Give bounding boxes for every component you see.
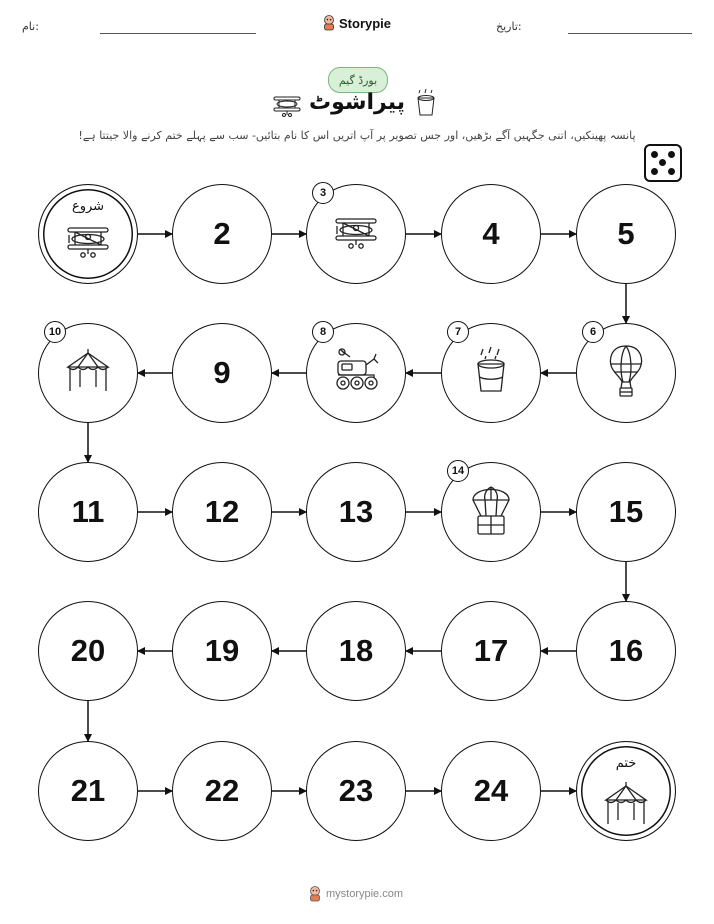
canopy-tent-icon bbox=[64, 347, 112, 399]
space-number: 12 bbox=[204, 494, 240, 529]
space-number-badge: 7 bbox=[447, 321, 469, 343]
board-space-12 bbox=[172, 462, 272, 562]
board-space-17 bbox=[441, 601, 541, 701]
brand-name: Storypie bbox=[339, 15, 392, 31]
board-space-2 bbox=[172, 184, 272, 284]
space-number: 13 bbox=[338, 494, 374, 529]
space-number: 11 bbox=[71, 494, 105, 529]
canopy-tent-icon bbox=[602, 780, 650, 832]
space-number: 23 bbox=[338, 773, 374, 808]
start-space bbox=[38, 184, 138, 284]
board-space-19 bbox=[172, 601, 272, 701]
parachute-crate-icon bbox=[469, 482, 513, 542]
board-space-22 bbox=[172, 741, 272, 841]
footer-url[interactable]: mystorypie.com bbox=[326, 888, 404, 900]
space-number-badge: 3 bbox=[312, 182, 334, 204]
biplane-icon bbox=[65, 223, 111, 263]
footer bbox=[308, 886, 403, 902]
finish-label: ختم bbox=[615, 756, 637, 771]
space-number: 15 bbox=[608, 494, 644, 529]
space-number: 4 bbox=[482, 216, 500, 251]
storypie-mascot-icon bbox=[308, 886, 322, 902]
space-number-badge: 14 bbox=[447, 460, 469, 482]
hot-air-balloon-icon bbox=[606, 344, 646, 402]
board-space-18 bbox=[306, 601, 406, 701]
start-label: شروع bbox=[71, 199, 105, 214]
board-space-21 bbox=[38, 741, 138, 841]
instructions-text: پانسہ پھینکیں، اتنی جگہیں آگے بڑھیں، اور جس تصویر پر آپ اتریں اس کا نام بتائیں- سب سے پہلے ختم کرنے والا جیتتا ہے! bbox=[78, 129, 636, 142]
board-space-9 bbox=[172, 323, 272, 423]
board-game-badge: بورڈ گیم bbox=[328, 67, 388, 93]
space-number: 5 bbox=[617, 216, 635, 251]
space-number: 18 bbox=[338, 633, 374, 668]
finish-space bbox=[576, 741, 676, 841]
space-number: 2 bbox=[213, 216, 231, 251]
board-space-24 bbox=[441, 741, 541, 841]
board-space-23 bbox=[306, 741, 406, 841]
board-space-15 bbox=[576, 462, 676, 562]
space-number: 19 bbox=[204, 633, 240, 668]
board-space-4 bbox=[441, 184, 541, 284]
board-space-11 bbox=[38, 462, 138, 562]
board-space-16 bbox=[576, 601, 676, 701]
board-space-13 bbox=[306, 462, 406, 562]
space-number-badge: 6 bbox=[582, 321, 604, 343]
date-label: تاریخ: bbox=[496, 20, 522, 33]
board-space-20 bbox=[38, 601, 138, 701]
rain-bucket-icon bbox=[472, 346, 510, 400]
space-number: 17 bbox=[473, 633, 509, 668]
space-number: 22 bbox=[204, 773, 240, 808]
rover-icon bbox=[330, 347, 382, 399]
space-number: 16 bbox=[608, 633, 644, 668]
space-number: 20 bbox=[70, 633, 106, 668]
space-number: 24 bbox=[473, 773, 509, 808]
space-number: 9 bbox=[213, 355, 231, 390]
page-title: پیراشوٹ bbox=[308, 90, 405, 115]
name-label: نام: bbox=[22, 20, 39, 33]
space-number: 21 bbox=[70, 773, 106, 808]
space-number-badge: 8 bbox=[312, 321, 334, 343]
biplane-icon bbox=[333, 214, 379, 254]
board-space-5 bbox=[576, 184, 676, 284]
space-number-badge: 10 bbox=[44, 321, 66, 343]
